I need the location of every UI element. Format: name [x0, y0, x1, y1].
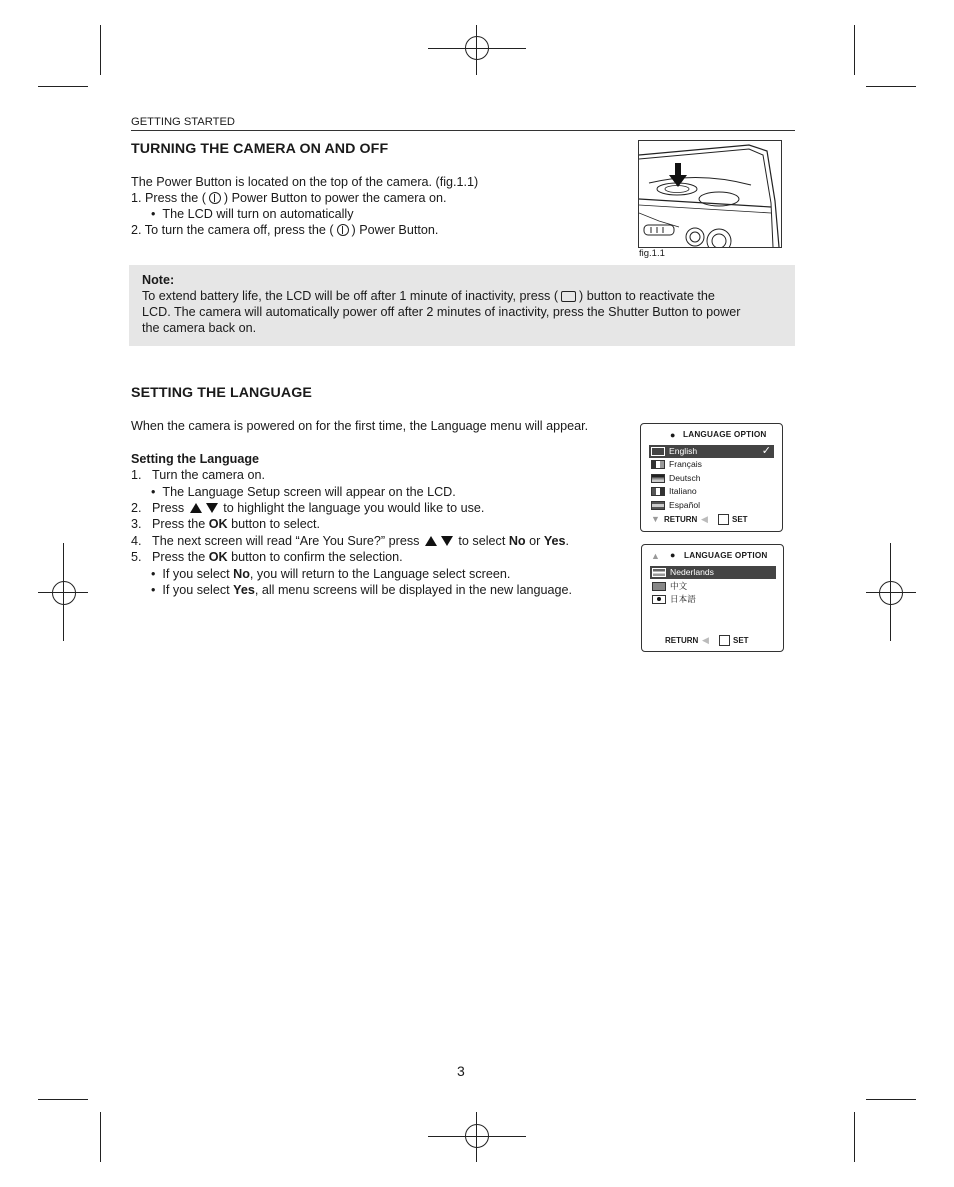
lang-step-2: 2. Press to highlight the language you would like to use. — [131, 501, 485, 515]
language-intro: When the camera is powered on for the first time, the Language menu will appear. — [131, 419, 589, 433]
germany-flag-icon — [651, 474, 665, 483]
return-label[interactable]: RETURN — [665, 636, 699, 645]
screen-title: LANGUAGE OPTION — [683, 430, 767, 439]
italy-flag-icon — [651, 487, 665, 496]
lcd-screen-language-1 — [640, 423, 783, 532]
down-arrow-icon — [441, 536, 453, 546]
spain-flag-icon — [651, 501, 665, 510]
power-bullet: • The LCD will turn on automatically — [151, 207, 354, 221]
menu-item-chinese[interactable]: 中文 — [650, 580, 775, 593]
screen-title: LANGUAGE OPTION — [684, 551, 768, 560]
page-number: 3 — [457, 1063, 465, 1079]
menu-item-nederlands[interactable]: Nederlands — [650, 566, 776, 579]
up-arrow-icon — [425, 536, 437, 546]
down-arrow-icon: ▼ — [651, 514, 660, 524]
menu-item-espanol[interactable]: Español — [649, 499, 774, 512]
menu-item-italiano[interactable]: Italiano — [649, 485, 774, 498]
lang-bullet-no: • If you select No, you will return to the Language select screen. — [151, 567, 511, 581]
header-rule — [131, 130, 795, 131]
note-label: Note: — [142, 273, 175, 287]
note-line-2: LCD. The camera will automatically power off after 2 minutes of inactivity, press the Shutter Button to power — [142, 305, 741, 319]
section-title-language: SETTING THE LANGUAGE — [131, 385, 312, 401]
menu-item-deutsch[interactable]: Deutsch — [649, 472, 774, 485]
power-step-1: 1. Press the ( ) Power Button to power the camera on. — [131, 191, 447, 205]
left-arrow-icon: ◀ — [702, 635, 709, 645]
set-label[interactable]: SET — [733, 636, 749, 645]
power-step-2: 2. To turn the camera off, press the ( ) Power Button. — [131, 223, 439, 237]
left-arrow-icon: ◀ — [701, 514, 708, 524]
section-header: GETTING STARTED — [131, 116, 236, 128]
lang-step-1: 1. Turn the camera on. — [131, 468, 265, 482]
uk-flag-icon — [651, 447, 665, 456]
menu-item-japanese[interactable]: 日本語 — [650, 593, 775, 606]
lang-step-5: 5. Press the OK button to confirm the selection. — [131, 550, 403, 564]
lang-step-3: 3. Press the OK button to select. — [131, 517, 321, 531]
lang-step-1-bullet: • The Language Setup screen will appear on the LCD. — [151, 485, 456, 499]
power-intro: The Power Button is located on the top of the camera. (fig.1.1) — [131, 175, 479, 189]
menu-item-francais[interactable]: Français — [649, 458, 774, 471]
china-flag-icon — [652, 582, 666, 591]
france-flag-icon — [651, 460, 665, 469]
lang-bullet-yes: • If you select Yes, all menu screens will be displayed in the new language. — [151, 583, 572, 597]
netherlands-flag-icon — [652, 568, 666, 577]
note-line-1: To extend battery life, the LCD will be off after 1 minute of inactivity, press ( ) button to reactivate the — [142, 289, 715, 303]
checkmark-icon: ✓ — [761, 445, 771, 457]
language-subhead: Setting the Language — [131, 452, 260, 466]
down-arrow-icon — [206, 503, 218, 513]
language-globe-icon: ● — [670, 430, 676, 440]
menu-item-english[interactable]: English ✓ — [649, 445, 774, 458]
japan-flag-dot-icon — [657, 597, 661, 601]
note-line-3: the camera back on. — [142, 321, 257, 335]
camera-top-illustration — [639, 141, 781, 247]
set-button-icon — [718, 514, 729, 525]
power-icon — [337, 224, 349, 236]
set-button-icon — [719, 635, 730, 646]
set-label[interactable]: SET — [732, 515, 748, 524]
section-title-power: TURNING THE CAMERA ON AND OFF — [131, 141, 389, 157]
lcd-screen-language-2 — [641, 544, 784, 652]
camera-figure — [638, 140, 782, 248]
power-icon — [209, 192, 221, 204]
up-arrow-icon — [190, 503, 202, 513]
return-label[interactable]: RETURN — [664, 515, 698, 524]
figure-caption: fig.1.1 — [639, 248, 665, 259]
lang-step-4: 4. The next screen will read “Are You Sure?” press to select No or Yes. — [131, 534, 570, 548]
lcd-display-icon — [561, 291, 576, 302]
up-arrow-icon: ▲ — [651, 551, 660, 561]
language-globe-icon: ● — [670, 550, 676, 560]
